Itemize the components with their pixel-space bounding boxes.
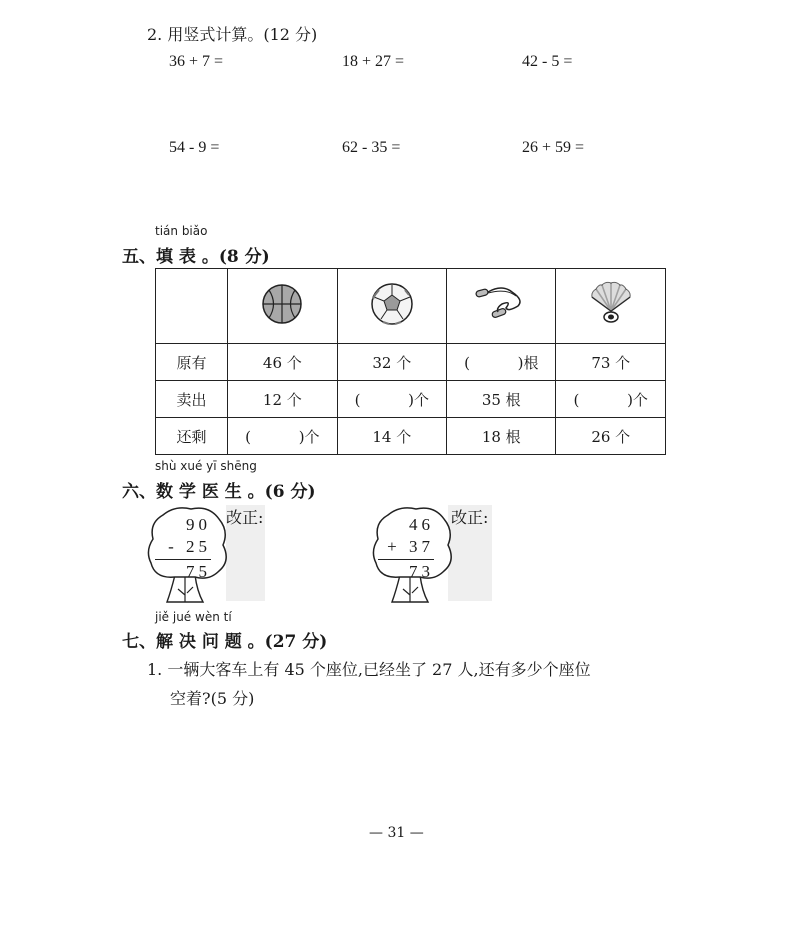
cell-original-basketball: 46 个 (228, 344, 337, 381)
q2-expr-6: 26 + 59 = (522, 139, 585, 156)
basketball-icon (260, 282, 304, 326)
soccer-ball-icon (369, 281, 415, 327)
cell-sold-basketball: 12 个 (228, 381, 337, 418)
shuttlecock-cell (556, 269, 666, 344)
calc-2-bottom: + 37 (387, 537, 434, 556)
table-row-original (156, 344, 666, 381)
cell-original-soccer: 32 个 (337, 344, 446, 381)
jump-rope-cell (447, 269, 556, 344)
q2-expr-1: 36 + 7 = (169, 53, 224, 70)
s7-q1-line1: 1. 一辆大客车上有 45 个座位,已经坐了 27 人,还有多少个座位 (147, 660, 591, 679)
shuttlecock-icon (590, 281, 632, 327)
row-label-original: 原有 (156, 344, 228, 381)
s7-q1-line2: 空着?(5 分) (170, 689, 255, 708)
calc-1-top: 90 (186, 515, 211, 534)
calc-2 (378, 514, 434, 583)
s5-title: 五、填 表 。(8 分) (122, 247, 270, 267)
row-label-remaining: 还剩 (156, 418, 228, 455)
basketball-cell (228, 269, 337, 344)
s6-pinyin: shù xué yī shēng (155, 459, 257, 473)
s7-title: 七、解 决 问 题 。(27 分) (122, 632, 328, 652)
row-label-sold: 卖出 (156, 381, 228, 418)
cell-remaining-rope: 18 根 (447, 418, 556, 455)
table-row-sold (156, 381, 666, 418)
cell-sold-soccer[interactable]: ( )个 (337, 381, 446, 418)
calc-1-bottom: - 25 (168, 537, 211, 556)
s6-title: 六、数 学 医 生 。(6 分) (122, 482, 316, 502)
soccer-ball-cell (337, 269, 446, 344)
cell-original-shuttlecock: 73 个 (556, 344, 666, 381)
fill-table (155, 268, 666, 455)
q2-expr-4: 54 - 9 = (169, 139, 220, 156)
cell-original-rope[interactable]: ( )根 (447, 344, 556, 381)
cell-remaining-basketball[interactable]: ( )个 (228, 418, 337, 455)
table-corner-cell (156, 269, 228, 344)
fix-label-1: 改正: (226, 508, 264, 527)
q2-expr-2: 18 + 27 = (342, 53, 405, 70)
s7-pinyin: jiě jué wèn tí (155, 610, 232, 624)
page-number: — 31 — (369, 825, 424, 841)
q2-title: 2. 用竖式计算。(12 分) (147, 25, 318, 44)
calc-2-result: 73 (409, 562, 434, 581)
cell-sold-shuttlecock[interactable]: ( )个 (556, 381, 666, 418)
fix-label-2: 改正: (451, 508, 489, 527)
table-row-remaining (156, 418, 666, 455)
calc-2-top: 46 (409, 515, 434, 534)
q2-expr-3: 42 - 5 = (522, 53, 573, 70)
cell-remaining-soccer: 14 个 (337, 418, 446, 455)
jump-rope-icon (472, 282, 530, 326)
calc-1 (155, 514, 211, 583)
calc-1-result: 75 (186, 562, 211, 581)
s5-pinyin: tián biǎo (155, 224, 208, 238)
table-image-row (156, 269, 666, 344)
cell-remaining-shuttlecock: 26 个 (556, 418, 666, 455)
calc-2-line (378, 559, 434, 560)
cell-sold-rope: 35 根 (447, 381, 556, 418)
calc-1-line (155, 559, 211, 560)
q2-expr-5: 62 - 35 = (342, 139, 401, 156)
